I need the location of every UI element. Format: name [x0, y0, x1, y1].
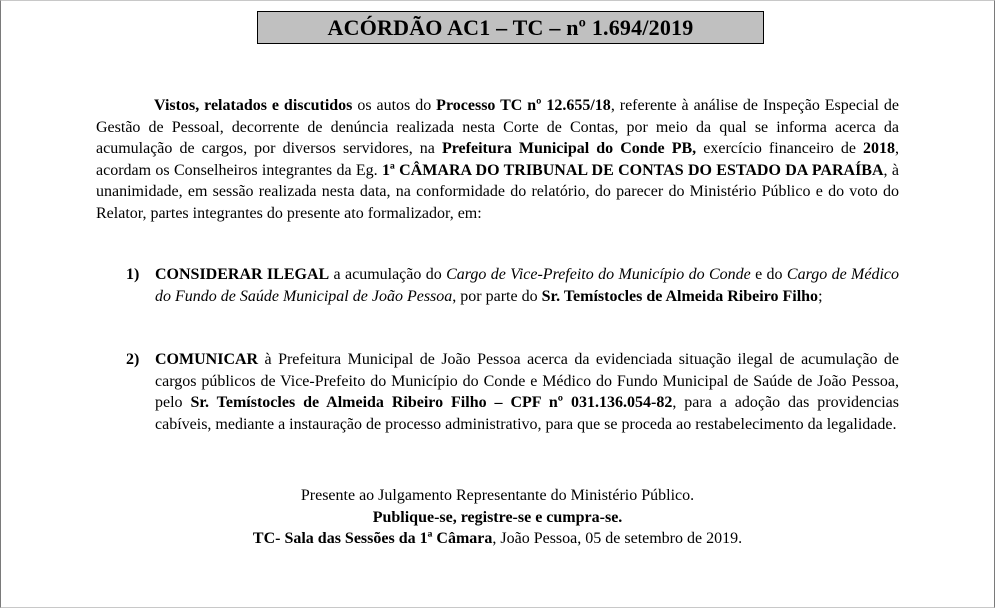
item-number: 1)	[126, 266, 140, 283]
item-action: COMUNICAR	[155, 351, 259, 368]
cargo-medico: Cargo de Médico do Fundo de Saúde Municipal de João Pessoa	[155, 266, 900, 305]
person-name: Sr. Temístocles de Almeida Ribeiro Filho	[541, 287, 819, 305]
item-text	[155, 349, 899, 435]
cargo-vice-prefeito: Cargo de Vice-Prefeito do Município do Conde	[446, 266, 751, 283]
intro-text-5: , à unanimidade, em sessão realizada nesta data, na conformidade do relatório, do parecer do Ministério Público e do voto do Relator, partes integrantes do presente ato formalizador, em:	[96, 161, 899, 222]
item-number: 2)	[126, 351, 140, 368]
chamber-name: 1ª CÂMARA DO TRIBUNAL DE CONTAS DO ESTADO DA PARAÍBA	[382, 161, 884, 179]
document-title-box	[257, 11, 764, 44]
document-title: ACÓRDÃO AC1 – TC – nº 1.694/2019	[327, 14, 694, 40]
session-date: , João Pessoa, 05 de setembro de 2019.	[492, 530, 743, 547]
intro-text-2: , referente à análise de Inspeção Especial de Gestão de Pessoal, decorrente de denúncia realizada nesta Corte de Contas, por meio da qual se informa acerca da acumulação de cargos, por diversos servidores, na	[96, 97, 900, 157]
intro-text-3: exercício financeiro de	[696, 140, 864, 157]
item-text-part: , por parte do	[452, 287, 542, 305]
person-name-cpf: Sr. Temístocles de Almeida Ribeiro Filho – CPF nº 031.136.054-82	[190, 394, 673, 411]
closing-line-presence: Presente ao Julgamento Representante do Ministério Público.	[300, 487, 695, 504]
intro-text-4: , acordam os Conselheiros integrantes da Eg.	[96, 140, 900, 179]
fiscal-year: 2018	[863, 140, 896, 157]
decision-item-2	[126, 349, 899, 435]
item-text-part: e do	[750, 266, 787, 283]
session-room: TC- Sala das Sessões da 1ª Câmara	[252, 530, 493, 547]
item-text-part: à Prefeitura Municipal de João Pessoa acerca da evidenciada situação ilegal de acumulação de cargos públicos de Vice-Prefeito do Município do Conde e Médico do Fundo Municipal de Saúde de João Pessoa, pelo	[155, 351, 899, 411]
decision-item-1	[126, 264, 899, 307]
intro-paragraph	[96, 95, 899, 224]
intro-lead: Vistos, relatados e discutidos	[154, 97, 353, 114]
item-text-part: a acumulação do	[329, 266, 447, 283]
process-number: Processo TC nº 12.655/18	[436, 97, 611, 114]
municipality-name: Prefeitura Municipal do Conde PB,	[441, 140, 697, 157]
item-text-part: , para a adoção das providencias cabíveis, mediante a instauração de processo administrativo, para que se proceda ao restabelecimento da legalidade.	[155, 394, 900, 433]
item-action: CONSIDERAR ILEGAL	[155, 266, 330, 283]
closing-line-session	[96, 528, 899, 550]
item-text-part: ;	[818, 287, 823, 305]
publish-text: Publique-se, registre-se e cumpra-se.	[372, 509, 623, 526]
closing-line-publish	[96, 507, 899, 529]
intro-text-1: os autos do	[352, 97, 437, 114]
item-text	[155, 264, 899, 307]
